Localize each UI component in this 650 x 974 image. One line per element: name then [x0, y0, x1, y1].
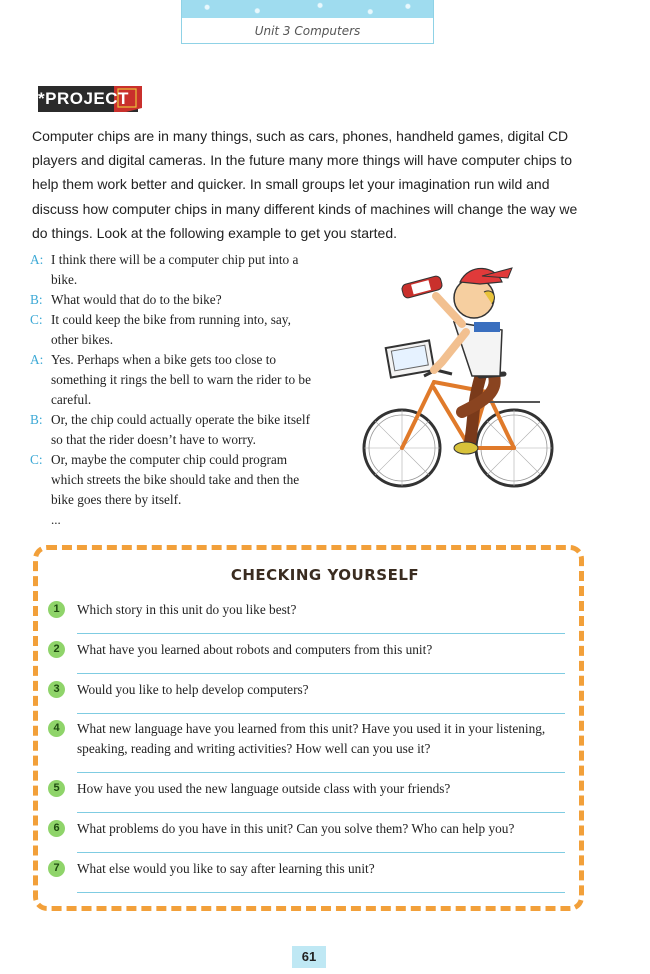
dialog-line [30, 450, 320, 510]
dialog-line [30, 310, 320, 350]
project-intro: Computer chips are in many things, such as cars, phones, handheld games, digital CD players and digital cameras. In the future many more things will have computer chips to help them work better and quicker. In small groups let your imagination run wild and discuss how computer chips in many different kinds of machines will change the way we do things. Look at the following example to get you started. [32, 128, 578, 241]
speaker-label: A: [30, 252, 44, 267]
speaker-label: C: [30, 452, 43, 467]
question-number: 7 [48, 860, 65, 877]
question-text: Which story in this unit do you like best? [77, 602, 297, 617]
question-text: How have you used the new language outside class with your friends? [77, 781, 451, 796]
unit-header [181, 0, 434, 44]
dialog-text: It could keep the bike from running into, say, other bikes. [51, 312, 291, 347]
answer-line[interactable] [77, 852, 565, 853]
question-text: What have you learned about robots and computers from this unit? [77, 642, 433, 657]
answer-line[interactable] [77, 772, 565, 773]
question-number: 3 [48, 681, 65, 698]
question-text: What new language have you learned from this unit? Have you used it in your listening, speaking, reading and writing activities? How well can you use it? [77, 721, 546, 756]
dialog-line [30, 350, 320, 410]
speaker-label: C: [30, 312, 43, 327]
answer-line[interactable] [77, 633, 565, 634]
question-number: 4 [48, 720, 65, 737]
dialog-text: Or, the chip could actually operate the bike itself so that the rider doesn’t have to worry. [51, 412, 311, 447]
answer-line[interactable] [77, 673, 565, 674]
speaker-label: B: [30, 292, 43, 307]
dialog-text: Or, maybe the computer chip could program which streets the bike should take and then the bike goes there by itself. [51, 452, 300, 507]
unit-title: Unit 3 Computers [254, 24, 361, 38]
checking-yourself-title: CHECKING YOURSELF [230, 566, 420, 584]
question-number: 5 [48, 780, 65, 797]
question-number: 2 [48, 641, 65, 658]
dialog-text: Yes. Perhaps when a bike gets too close to something it rings the bell to warn the rider to be careful. [51, 352, 311, 407]
speaker-label: B: [30, 412, 43, 427]
question-number: 1 [48, 601, 65, 618]
dialog-text: What would that do to the bike? [51, 292, 222, 307]
answer-line[interactable] [77, 713, 565, 714]
project-label: *PROJECT [38, 89, 129, 108]
page-number: 61 [292, 946, 326, 968]
header-decoration [182, 0, 433, 18]
question-text: Would you like to help develop computers? [77, 682, 309, 697]
answer-line[interactable] [77, 812, 565, 813]
speaker-label: A: [30, 352, 44, 367]
boy-on-bicycle-illustration [362, 252, 562, 508]
question-number: 6 [48, 820, 65, 837]
dialog-line [30, 290, 320, 310]
answer-line[interactable] [77, 892, 565, 893]
dialog-line [30, 410, 320, 450]
question-text: What problems do you have in this unit? Can you solve them? Who can help you? [77, 821, 515, 836]
example-dialog [30, 250, 320, 510]
question-text: What else would you like to say after learning this unit? [77, 861, 375, 876]
dialog-text: I think there will be a computer chip put into a bike. [51, 252, 299, 287]
dialog-line [30, 250, 320, 290]
dialog-ellipsis: ... [51, 512, 61, 527]
